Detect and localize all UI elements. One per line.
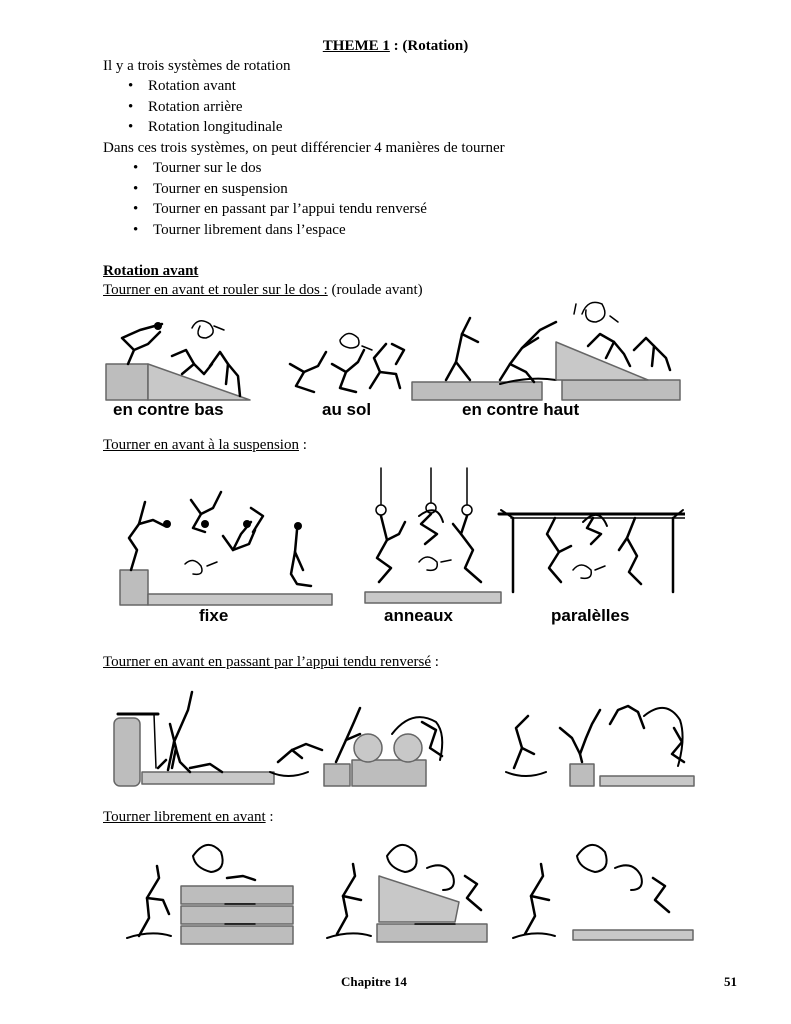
- section-title: Rotation avant: [103, 263, 199, 279]
- list-item: • Tourner librement dans l’espace: [153, 220, 427, 241]
- subsection-roll-label: Tourner en avant et rouler sur le dos :: [103, 282, 328, 298]
- list-item: • Rotation arrière: [148, 97, 283, 118]
- list-item: • Tourner en passant par l’appui tendu renversé: [153, 199, 427, 220]
- forward-roll-illustration: [100, 292, 690, 404]
- caption-au-sol: au sol: [322, 400, 372, 419]
- figure-forward-roll: [100, 292, 690, 404]
- caption-fixe: fixe: [199, 606, 229, 625]
- ways-list: [153, 158, 427, 240]
- caption-contre-haut: en contre haut: [462, 400, 580, 419]
- subsection-handstand-label: Tourner en avant en passant par l’appui tendu renversé: [103, 654, 431, 670]
- suspension-illustration: [115, 462, 685, 608]
- subsection-free: Tourner librement en avant :: [103, 809, 274, 825]
- subsection-handstand: Tourner en avant en passant par l’appui tendu renversé :: [103, 654, 439, 670]
- free-rotation-illustration: [115, 838, 705, 950]
- list-item: • Rotation avant: [148, 76, 283, 97]
- handstand-illustration: [110, 688, 700, 794]
- list-item: • Tourner en suspension: [153, 179, 427, 200]
- subsection-free-label: Tourner librement en avant: [103, 809, 266, 825]
- caption-contre-bas: en contre bas: [113, 400, 224, 419]
- list-item: • Rotation longitudinale: [148, 117, 283, 138]
- figure-handstand: [110, 688, 700, 794]
- subsection-suspension-label: Tourner en avant à la suspension: [103, 437, 299, 453]
- systems-list: [148, 76, 283, 138]
- theme-label: THEME 1: [322, 38, 390, 54]
- figure-suspension: [115, 462, 685, 608]
- caption-anneaux: anneaux: [384, 606, 453, 625]
- caption-paralelles: paralèlles: [551, 606, 630, 625]
- footer-page-number: 51: [724, 974, 737, 989]
- theme-subtitle: : (Rotation): [389, 38, 469, 54]
- list-item: • Tourner sur le dos: [153, 158, 427, 179]
- intro-line-2: Dans ces trois systèmes, on peut différencier 4 manières de tourner: [103, 140, 505, 156]
- subsection-roll-note: (roulade avant): [327, 282, 423, 298]
- subsection-suspension: Tourner en avant à la suspension :: [103, 437, 307, 453]
- footer-chapter: Chapitre 14: [341, 974, 407, 989]
- intro-line-1: Il y a trois systèmes de rotation: [103, 58, 291, 74]
- page-title: [0, 38, 791, 55]
- figure-free-rotation: [115, 838, 705, 950]
